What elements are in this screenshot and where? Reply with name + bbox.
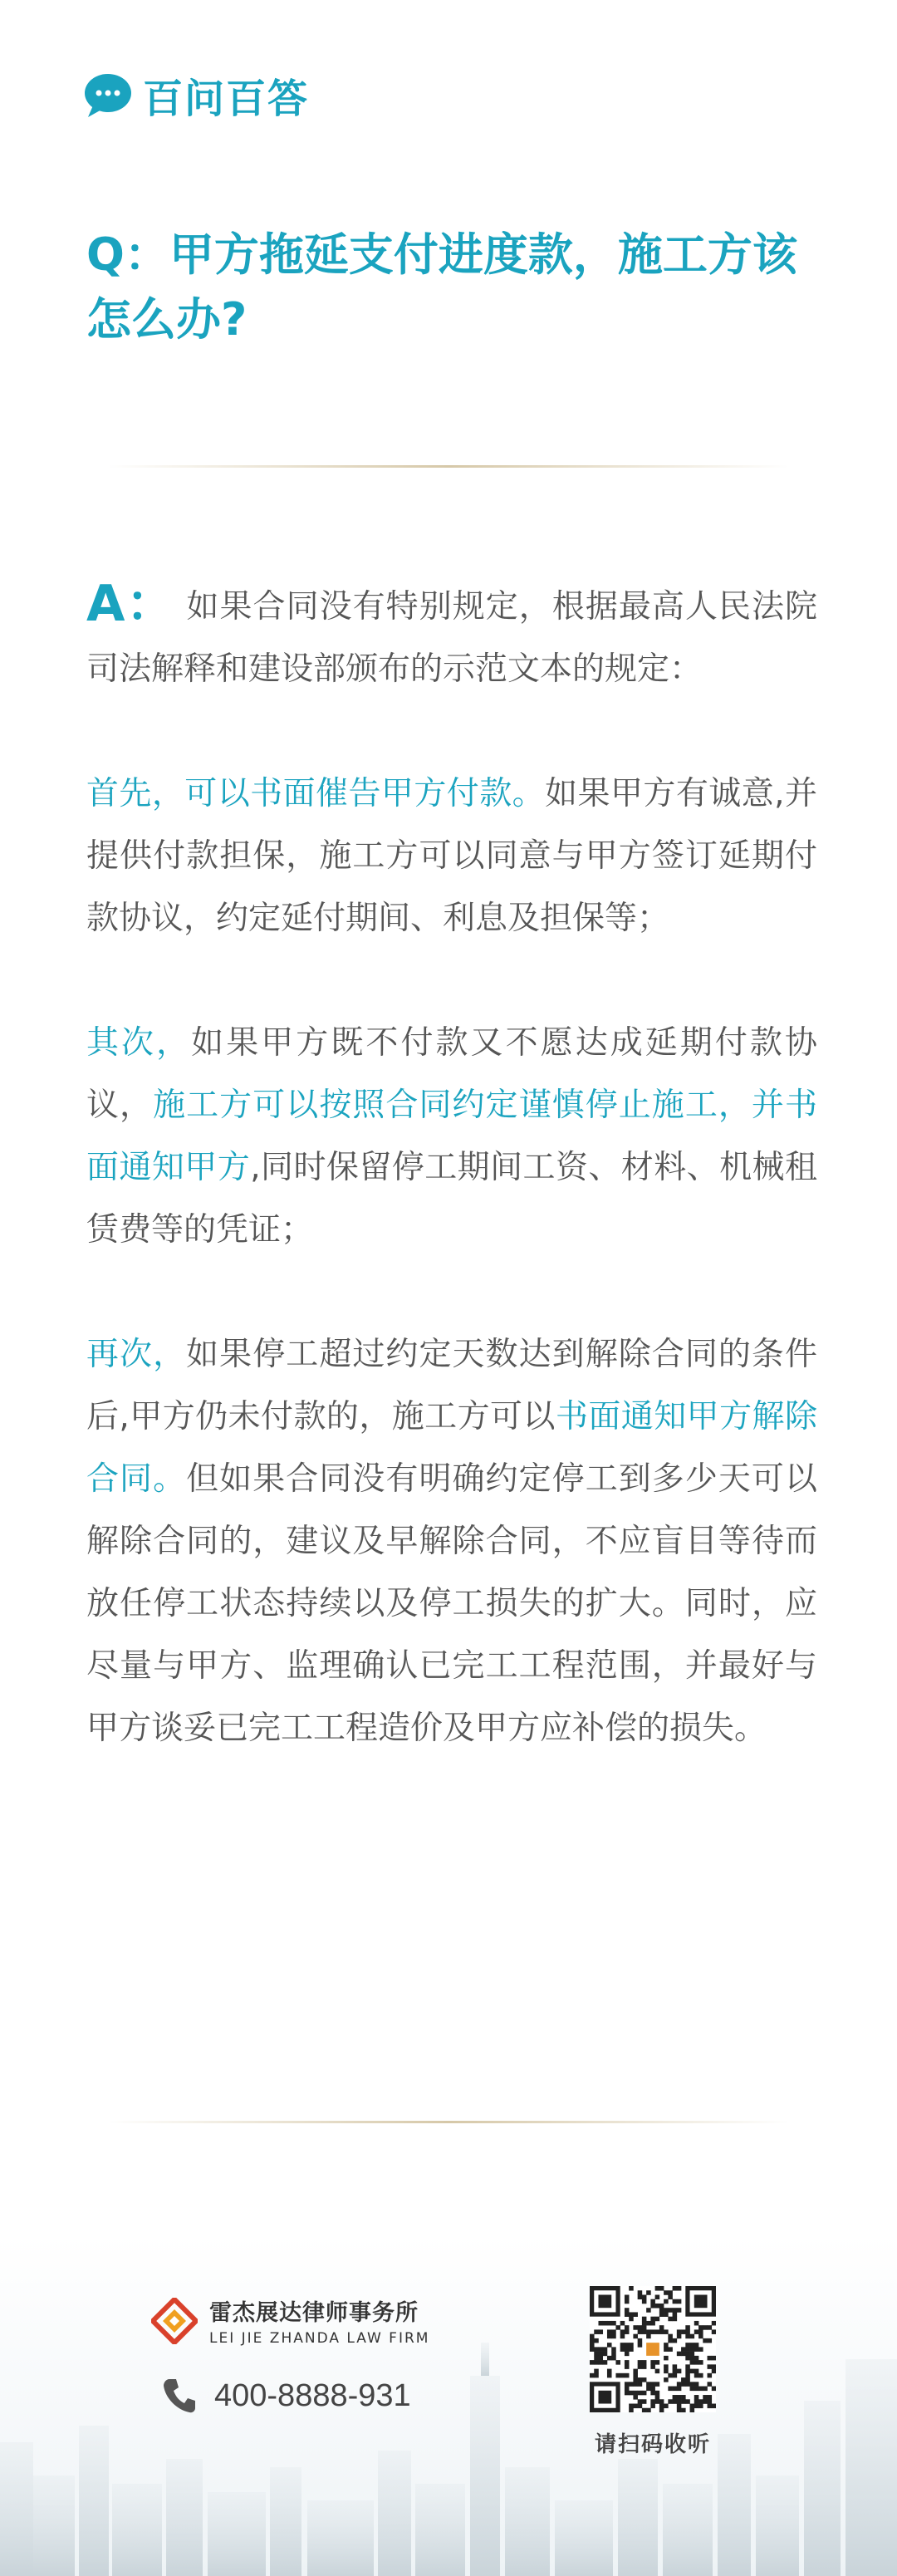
law-firm-emblem-icon — [151, 2298, 198, 2344]
brand-header — [83, 66, 309, 124]
phone-number: 400-8888-931 — [214, 2377, 411, 2413]
paragraph-2-highlight: 施工方可以按照合同约定谨慎停止施工，并书面通知甲方 — [86, 1087, 817, 1186]
qr-code[interactable] — [590, 2286, 716, 2412]
chat-bubble-icon — [83, 72, 133, 119]
contact-phone[interactable] — [163, 2377, 411, 2414]
city-skyline-background — [0, 2235, 897, 2576]
firm-name-cn: 雷杰展达律师事务所 — [209, 2300, 419, 2326]
answer-prefix: A： — [86, 575, 177, 633]
answer-intro-text: 如果合同没有特别规定，根据最高人民法院司法解释和建设部颁布的示范文本的规定： — [86, 588, 817, 688]
paragraph-1-text: 如果甲方有诚意,并提供付款担保，施工方可以同意与甲方签订延期付款协议，约定延付期间、利息及担保等； — [86, 775, 817, 937]
paragraph-3-highlight: 书面通知甲方解除合同。 — [86, 1398, 817, 1498]
answer-intro — [86, 573, 817, 700]
answer-body — [86, 573, 817, 1822]
paragraph-3-lead: 再次， — [86, 1336, 187, 1373]
qr-caption: 请扫码收听 — [594, 2432, 711, 2457]
paragraph-2-lead: 其次， — [86, 1024, 192, 1062]
divider-bottom — [108, 2121, 789, 2123]
law-firm-logo — [151, 2294, 429, 2347]
question-heading: Q：甲方拖延支付进度款，施工方该怎么办? — [86, 228, 797, 346]
brand-title: 百问百答 — [143, 76, 310, 122]
paragraph-2-text: 如果甲方既不付款又不愿达成延期付款协议， — [86, 1024, 817, 1124]
paragraph-1-lead: 首先，可以书面催告甲方付款。 — [86, 775, 546, 812]
phone-icon — [163, 2377, 196, 2414]
answer-paragraph-2 — [86, 1012, 817, 1261]
paragraph-3-text: 如果停工超过约定天数达到解除合同的条件后,甲方仍未付款的，施工方可以 — [86, 1336, 817, 1435]
divider-top — [108, 465, 789, 468]
firm-name-en: LEI JIE ZHANDA LAW FIRM — [209, 2330, 430, 2347]
paragraph-3-rest: 但如果合同没有明确约定停工到多少天可以解除合同的，建议及早解除合同，不应盲目等待而放任停工状态持续以及停工损失的扩大。同时，应尽量与甲方、监理确认已完工工程范围，并最好与甲方谈妥已完工工程造价及甲方应补偿的损失。 — [86, 1460, 817, 1747]
answer-paragraph-3 — [86, 1323, 817, 1759]
paragraph-2-rest: ,同时保留停工期间工资、材料、机械租赁费等的凭证； — [86, 1149, 817, 1249]
answer-paragraph-1 — [86, 763, 817, 949]
